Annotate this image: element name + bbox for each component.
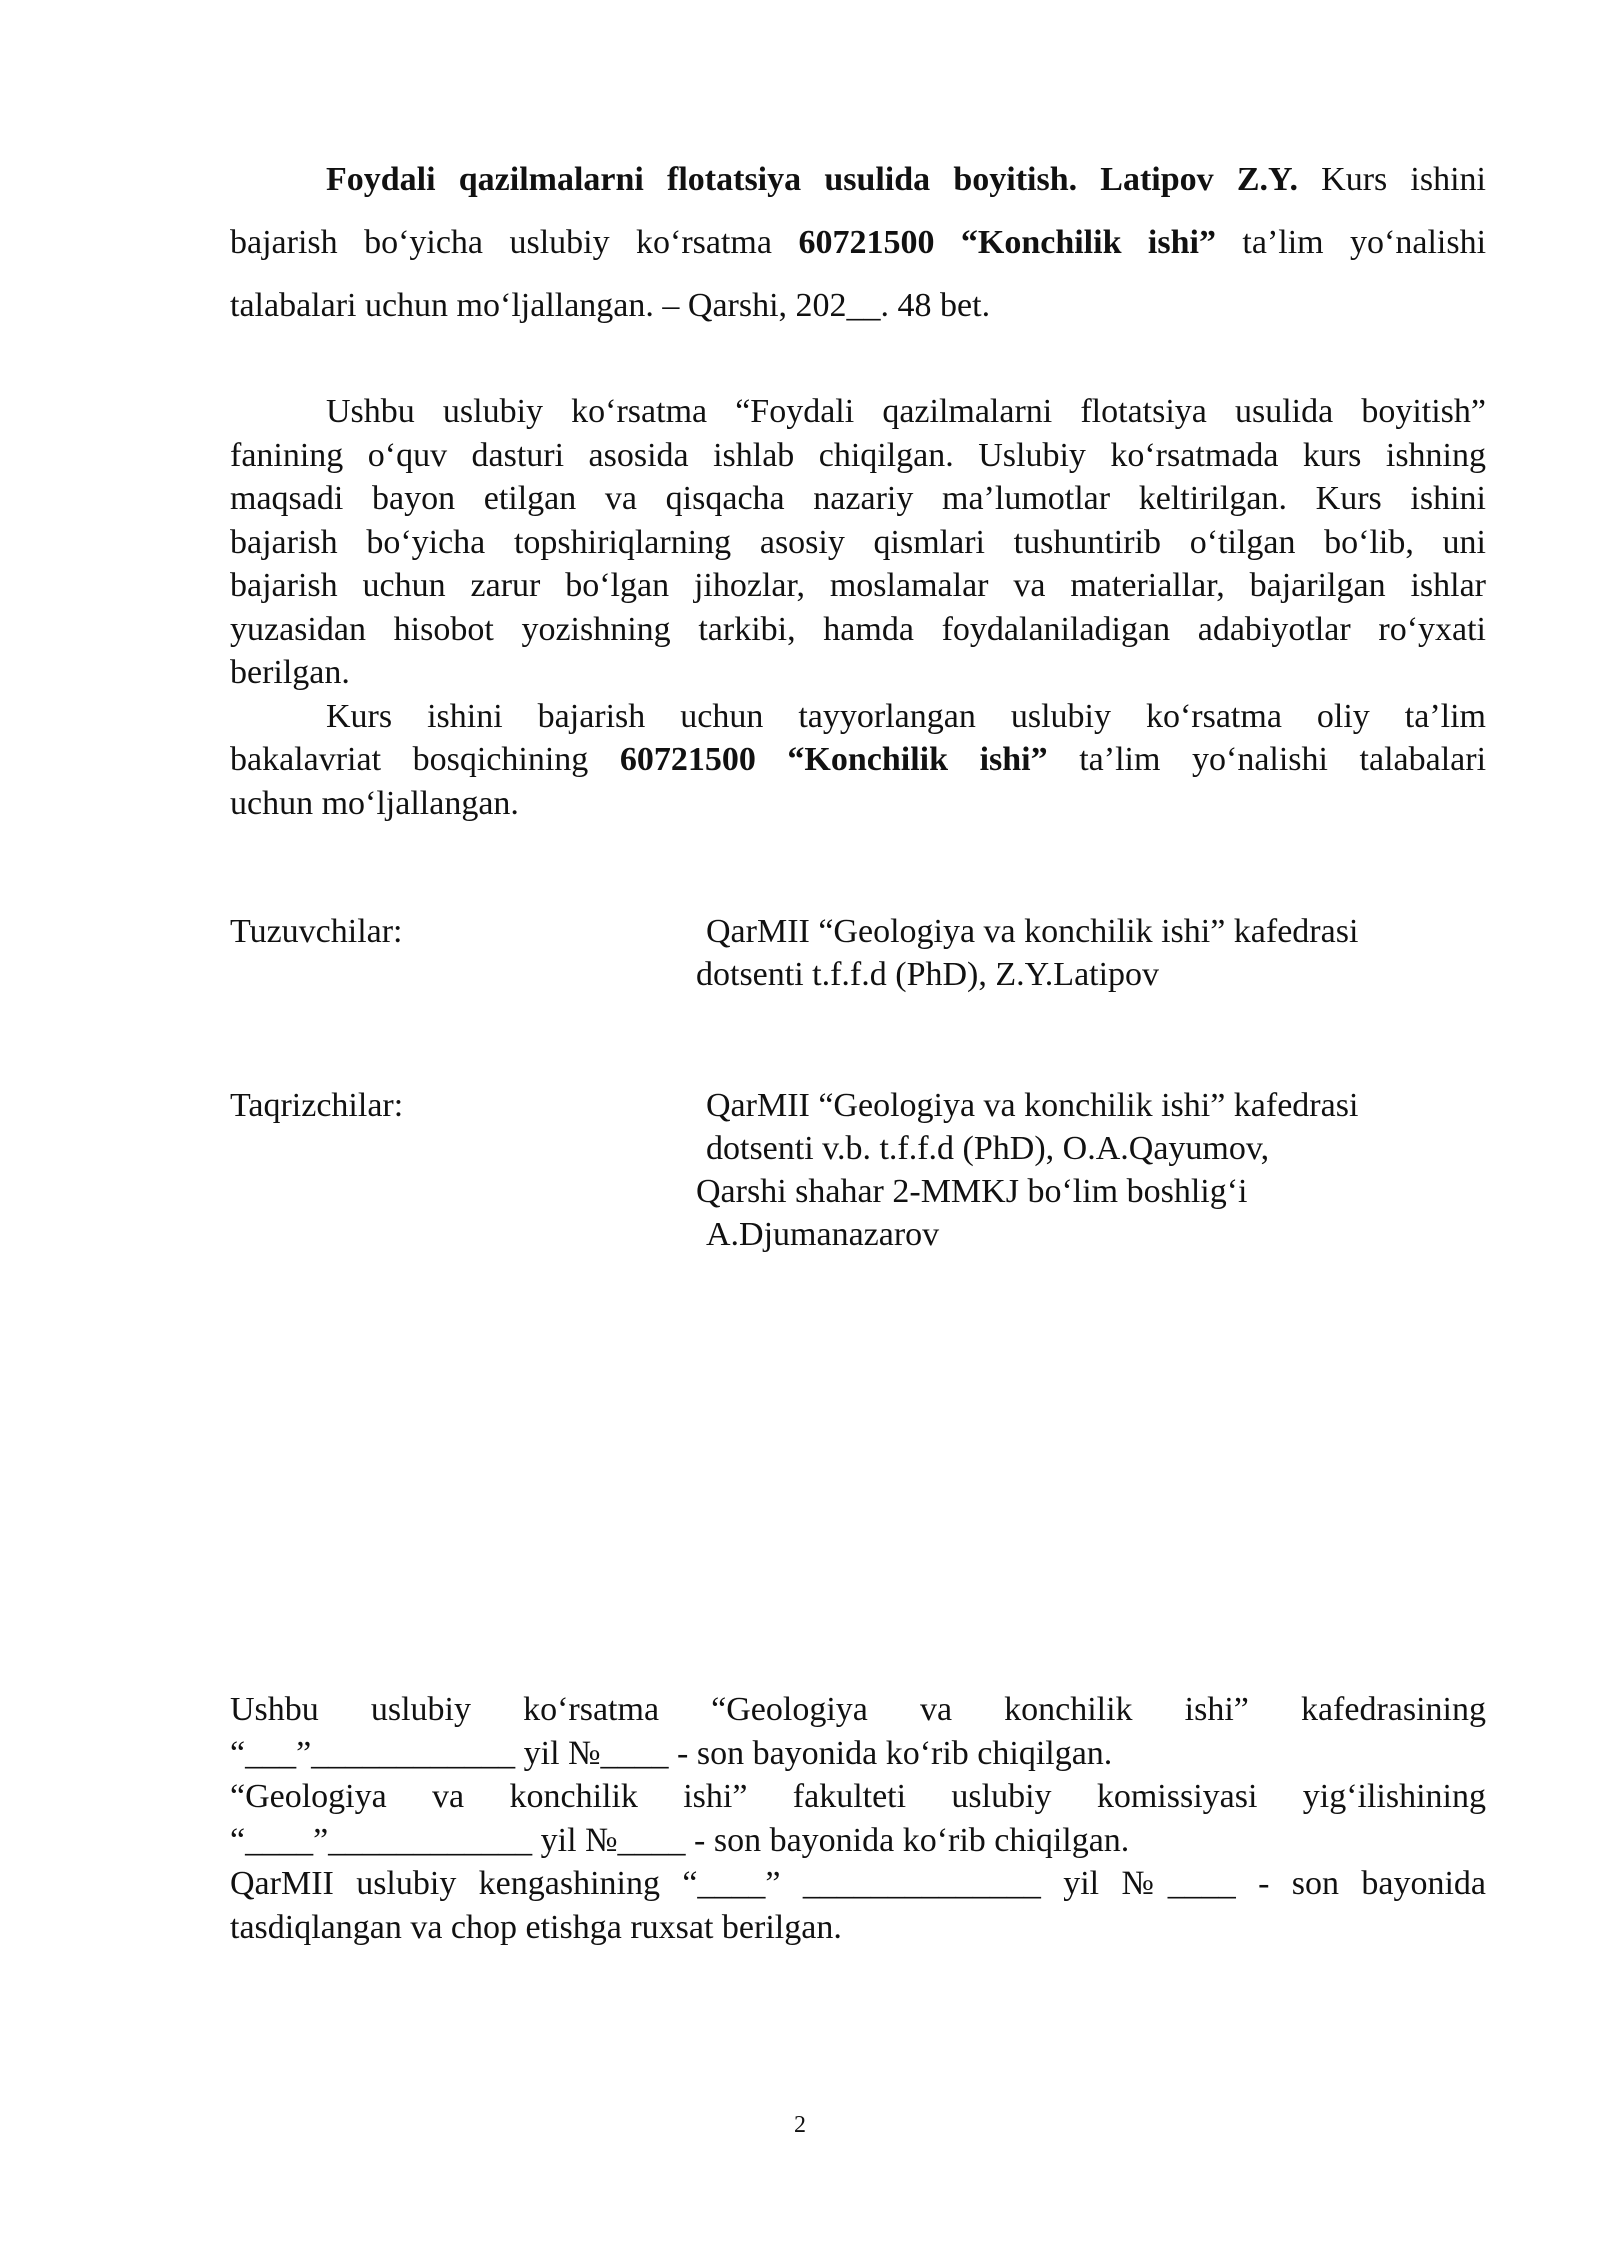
annotation-line: uchun mo‘ljallangan. — [230, 784, 519, 822]
bib-line-3: talabalari uchun mo‘ljallangan. – Qarshi, 202__. 48 bet. — [230, 287, 991, 324]
program-code: 60721500 “Konchilik ishi” — [619, 741, 1048, 778]
bibliographic-description — [230, 148, 1486, 337]
bib-line-2: bajarish bo‘yicha uslubiy ko‘rsatma 60721500 “Konchilik ishi” ta’lim yo‘nalishi — [230, 224, 1487, 261]
reviewers-line: dotsenti v.b. t.f.f.d (PhD), O.A.Qayumov, — [706, 1130, 1270, 1167]
approval-line: tasdiqlangan va chop etishga ruxsat berilgan. — [230, 1908, 842, 1946]
approval-line: Ushbu uslubiy ko‘rsatma “Geologiya va konchilik ishi” kafedrasining — [230, 1691, 1486, 1728]
annotation-line: berilgan. — [230, 654, 350, 691]
authors-line: QarMII “Geologiya va konchilik ishi” kafedrasi — [706, 913, 1359, 950]
annotation-line: Kurs ishini bajarish uchun tayyorlangan uslubiy ko‘rsatma oliy ta’lim — [326, 697, 1486, 735]
reviewers-line: Qarshi shahar 2-MMKJ bo‘lim boshlig‘i — [696, 1173, 1248, 1210]
annotation — [230, 390, 1486, 825]
reviewers-label: Taqrizchilar: — [230, 1087, 404, 1124]
annotation-line: bajarish uchun zarur bo‘lgan jihozlar, moslamalar va materiallar, bajarilgan ishlar — [230, 567, 1486, 604]
reviewers-line: A.Djumanazarov — [706, 1216, 940, 1253]
annotation-line: bajarish bo‘yicha topshiriqlarning asosiy qismlari tushuntirib o‘tilgan bo‘lib, uni — [230, 523, 1486, 561]
approval-line: QarMII uslubiy kengashining “____” ______________ yil №____ - son bayonida — [230, 1865, 1486, 1902]
annotation-line: fanining o‘quv dasturi asosida ishlab chiqilgan. Uslubiy ko‘rsatmada kurs ishning — [230, 436, 1486, 474]
approval-line: “___”____________ yil №____ - son bayonida ko‘rib chiqilgan. — [230, 1734, 1113, 1772]
reviewers-line: QarMII “Geologiya va konchilik ishi” kafedrasi — [706, 1087, 1359, 1124]
bib-line-1: Foydali qazilmalarni flotatsiya usulida boyitish. Latipov Z.Y. Kurs ishini — [326, 161, 1486, 198]
program-code: 60721500 “Konchilik ishi” — [798, 224, 1216, 261]
annotation-line: bakalavriat bosqichining 60721500 “Konchilik ishi” ta’lim yo‘nalishi talabalari — [230, 741, 1487, 778]
approval-statement — [230, 1688, 1486, 1949]
book-title: Foydali qazilmalarni flotatsiya usulida boyitish. Latipov Z.Y. — [326, 161, 1298, 198]
annotation-line: yuzasidan hisobot yozishning tarkibi, hamda foydalaniladigan adabiyotlar ro‘yxati — [230, 610, 1486, 648]
approval-line: “____”____________ yil №____ - son bayonida ko‘rib chiqilgan. — [230, 1821, 1130, 1859]
annotation-line: Ushbu uslubiy ko‘rsatma “Foydali qazilmalarni flotatsiya usulida boyitish” — [326, 393, 1486, 430]
page-number: 2 — [794, 2112, 806, 2138]
approval-line: “Geologiya va konchilik ishi” fakulteti uslubiy komissiyasi yig‘ilishining — [230, 1778, 1486, 1815]
authors-label: Tuzuvchilar: — [230, 913, 403, 950]
authors-line: dotsenti t.f.f.d (PhD), Z.Y.Latipov — [696, 956, 1160, 993]
annotation-line: maqsadi bayon etilgan va qisqacha nazariy ma’lumotlar keltirilgan. Kurs ishini — [230, 480, 1486, 517]
